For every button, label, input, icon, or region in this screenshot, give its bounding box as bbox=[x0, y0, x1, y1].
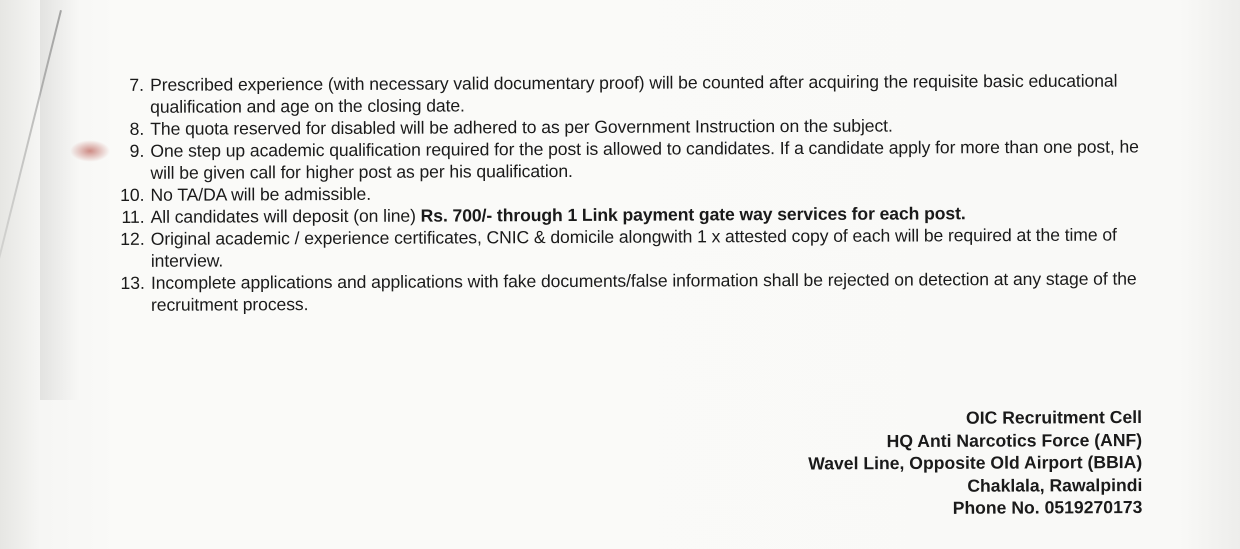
condition-text-prefix: All candidates will deposit (on line) bbox=[150, 205, 421, 227]
condition-text: Original academic / experience certificates, CNIC & domicile alongwith 1 x attested copy of each will be required at the time of interview. bbox=[150, 224, 1117, 271]
address-street: Wavel Line, Opposite Old Airport (BBIA) bbox=[808, 451, 1143, 474]
condition-text: One step up academic qualification required for the post is allowed to candidates. If a candidate apply for more than one post, he will be given call for higher post as per his qualification. bbox=[150, 136, 1139, 183]
conditions-list bbox=[108, 69, 1149, 316]
red-ink-mark bbox=[70, 140, 110, 162]
condition-item bbox=[109, 267, 1149, 316]
condition-number: 8. bbox=[129, 118, 145, 139]
condition-text: Prescribed experience (with necessary valid documentary proof) will be counted after acquiring the requisite basic educational qualification and age on the closing date. bbox=[150, 70, 1118, 117]
condition-text: The quota reserved for disabled will be adhered to as per Government Instruction on the subject. bbox=[150, 115, 893, 139]
condition-number: 10. bbox=[120, 184, 145, 205]
address-phone: Phone No. 0519270173 bbox=[952, 496, 1143, 518]
condition-text: Incomplete applications and applications with fake documents/false information shall be rejected on detection at any stage of the recruitment process. bbox=[150, 268, 1137, 315]
condition-text: No TA/DA will be admissible. bbox=[150, 183, 372, 205]
condition-number: 9. bbox=[129, 140, 145, 161]
condition-item bbox=[108, 69, 1148, 118]
condition-number: 7. bbox=[129, 74, 145, 95]
condition-number: 12. bbox=[120, 228, 145, 249]
condition-number: 13. bbox=[120, 272, 145, 293]
condition-item bbox=[108, 135, 1148, 184]
fee-highlight: Rs. 700/- through 1 Link payment gate way services for each post. bbox=[420, 203, 966, 226]
condition-item bbox=[109, 223, 1149, 272]
address-block bbox=[808, 406, 1142, 520]
page-fold-shadow bbox=[40, 0, 80, 400]
condition-number: 11. bbox=[121, 206, 145, 227]
address-organization: HQ Anti Narcotics Force (ANF) bbox=[886, 429, 1143, 451]
address-city: Chaklala, Rawalpindi bbox=[967, 474, 1143, 496]
address-office: OIC Recruitment Cell bbox=[966, 407, 1143, 428]
